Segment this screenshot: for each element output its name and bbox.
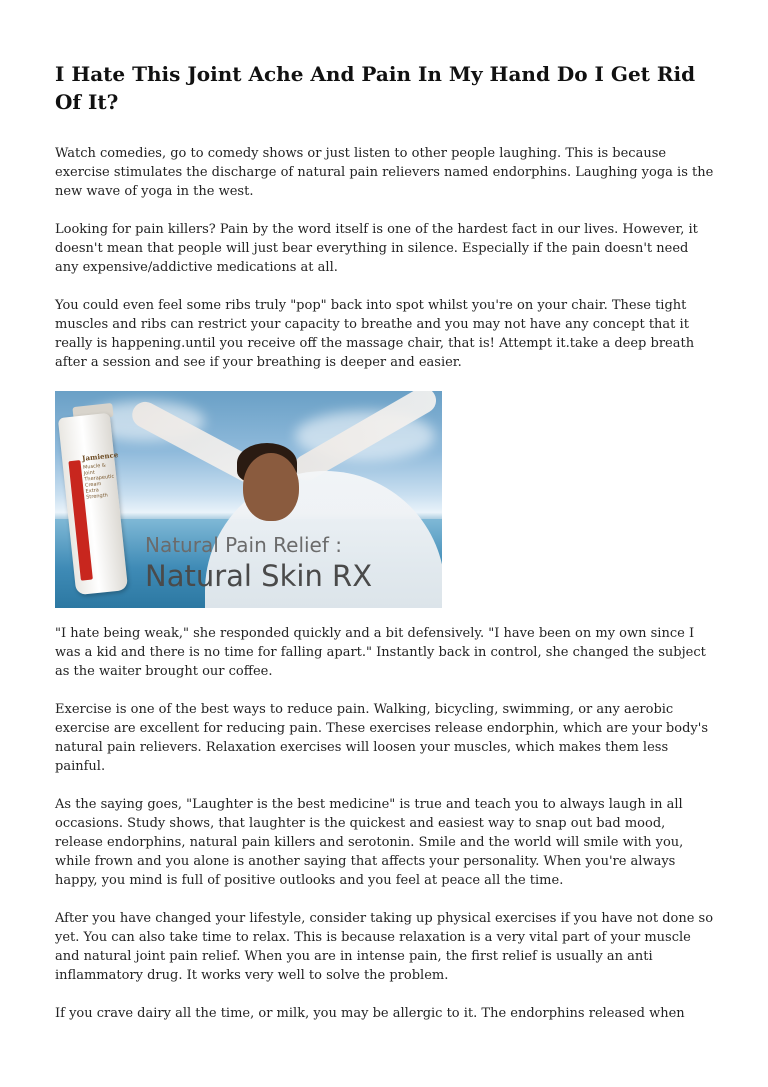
page-title: I Hate This Joint Ache And Pain In My Hand Do I Get Rid Of It? (55, 62, 696, 114)
paragraph-6: As the saying goes, "Laughter is the best medicine" is true and teach you to always laugh in all occasions. Study shows, that laughter is the quickest and easiest way to snap out bad mood, release endorphins, natural pain killers and serotonin. Smile and the world will smile with you, while frown and you alone is another saying that affects your personality. When you're always happy, you mind is full of positive outlooks and you feel at peace all the time. (55, 797, 684, 888)
document-page (55, 60, 715, 1042)
paragraph-5: Exercise is one of the best ways to reduce pain. Walking, bicycling, swimming, or any aerobic exercise are excellent for reducing pain. These exercises release endorphin, which are your body's natural pain relievers. Relaxation exercises will loosen your muscles, which makes them less painful. (55, 702, 708, 774)
paragraph-7: After you have changed your lifestyle, consider taking up physical exercises if you have not done so yet. You can also take time to relax. This is because relaxation is a very vital part of your muscle and natural joint pain relief. When you are in intense pain, the first relief is usually an anti inflammatory drug. It works very well to solve the problem. (55, 911, 714, 983)
image-caption-line1: Natural Pain Relief : (145, 533, 342, 557)
paragraph-4: "I hate being weak," she responded quickly and a bit defensively. "I have been on my own since I was a kid and there is no time for falling apart." Instantly back in control, she changed the subject as the waiter brought our coffee. (55, 626, 706, 679)
paragraph-8: If you crave dairy all the time, or milk, you may be allergic to it. The endorphins released when (55, 1006, 685, 1021)
paragraph-1: Watch comedies, go to comedy shows or just listen to other people laughing. This is because exercise stimulates the discharge of natural pain relievers named endorphins. Laughing yoga is the new wave of yoga in the west. (55, 146, 714, 199)
tube-brand: Jamience (81, 450, 119, 463)
tube-label (81, 450, 119, 501)
paragraph-3: You could even feel some ribs truly "pop" back into spot whilst you're on your chair. These tight muscles and ribs can restrict your capacity to breathe and you may not have any concept that it really is happening.until you receive off the massage chair, that is! Attempt it.take a deep breath after a session and see if your breathing is deeper and easier. (55, 298, 695, 370)
paragraph-2: Looking for pain killers? Pain by the word itself is one of the hardest fact in our lives. However, it doesn't mean that people will just bear everything in silence. Especially if the pain doesn't need any expensive/addictive medications at all. (55, 222, 698, 275)
image-caption-line2: Natural Skin RX (145, 559, 373, 593)
product-ad-image (55, 391, 442, 608)
tube-text: Muscle & Joint Therapeutic Cream Extra Strength (82, 462, 115, 501)
woman-face (243, 453, 299, 521)
